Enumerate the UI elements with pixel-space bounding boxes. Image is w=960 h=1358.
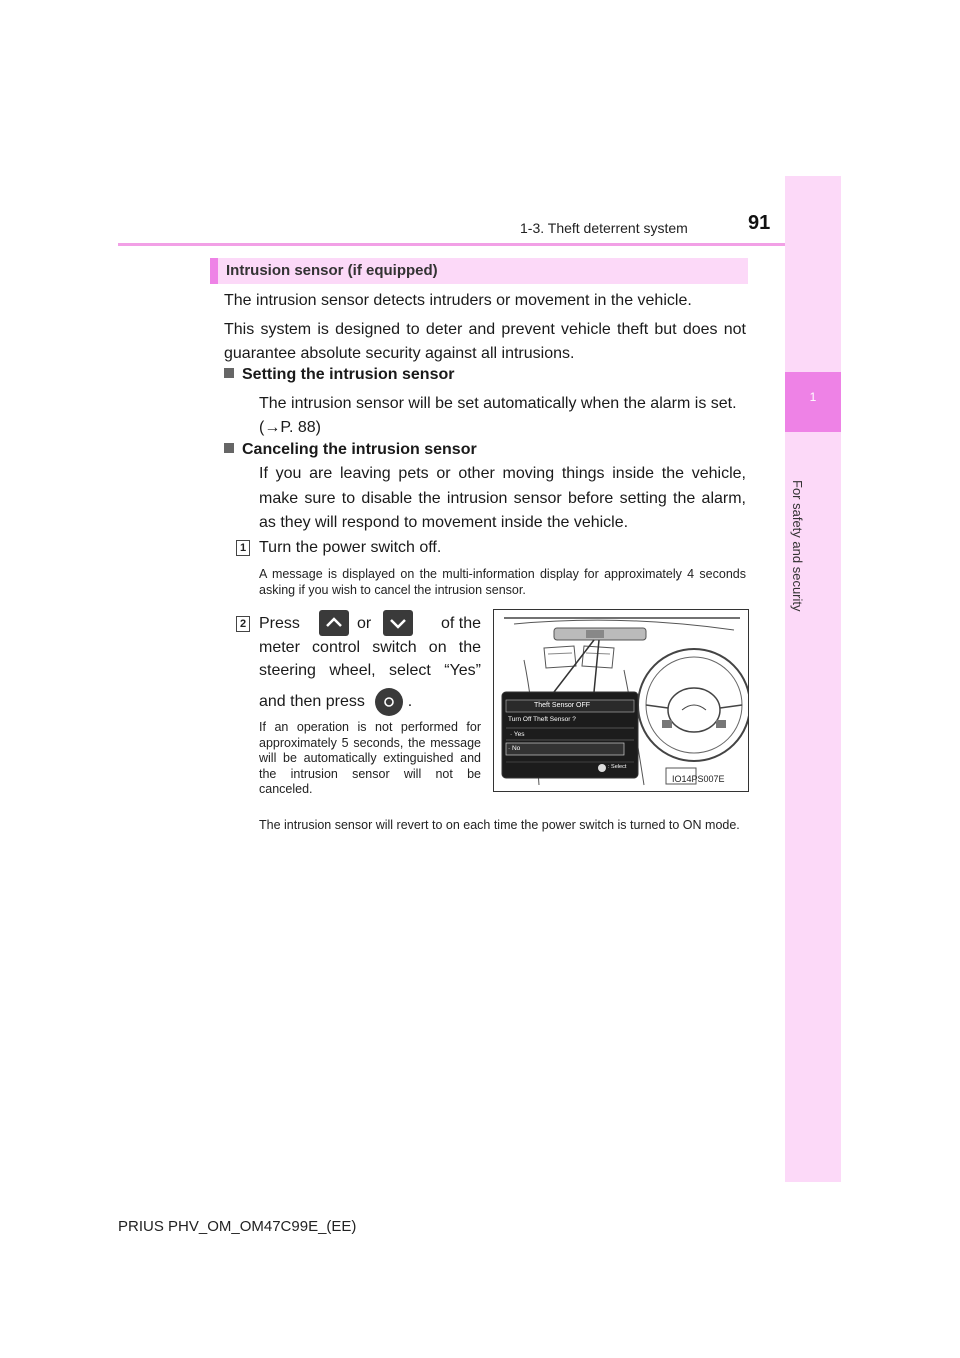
header-rule	[118, 243, 840, 246]
step1-text: Turn the power switch off.	[259, 539, 442, 556]
setting-heading	[224, 366, 454, 384]
header-section-title: 1-3. Theft deterrent system	[520, 220, 688, 236]
press-text: Press	[259, 615, 300, 632]
step2-line3: steering wheel, select “Yes”	[259, 662, 481, 679]
period-text: .	[407, 693, 413, 711]
up-arrow-button-icon	[319, 610, 349, 636]
step2-line2: meter control switch on the	[259, 639, 481, 656]
final-note: The intrusion sensor will revert to on each time the power switch is turned to ON mode.	[259, 818, 740, 832]
chapter-number-tab	[785, 372, 841, 432]
screen-question: Turn Off Theft Sensor ?	[508, 716, 576, 723]
canceling-heading-text: Canceling the intrusion sensor	[242, 441, 477, 458]
and-then-press-text: and then press	[259, 693, 365, 711]
step2-line4	[259, 688, 412, 716]
intro-paragraph-2: This system is designed to deter and prevent vehicle theft but does not guarantee absolute security against all intrusions.	[224, 321, 746, 362]
illustration-code: IO14PS007E	[672, 774, 725, 784]
option-no: · No	[508, 745, 521, 752]
chapter-title: For safety and security	[790, 480, 805, 612]
bullet-square-icon	[224, 368, 234, 378]
down-arrow-button-icon	[383, 610, 413, 636]
setting-heading-text: Setting the intrusion sensor	[242, 366, 455, 383]
footer-doc-id: PRIUS PHV_OM_OM47C99E_(EE)	[118, 1218, 357, 1235]
chapter-title-vertical	[783, 480, 811, 700]
option-yes: · Yes	[510, 731, 525, 738]
step-number-2: 2	[236, 616, 250, 632]
canceling-text: If you are leaving pets or other moving things inside the vehicle, make sure to disable the intrusion sensor before setting the alarm, as they will respond to movement inside the vehicle.	[259, 465, 746, 531]
or-text: or	[357, 615, 372, 632]
dashboard-illustration	[493, 609, 749, 792]
section-heading	[210, 258, 748, 284]
bullet-square-icon	[224, 443, 234, 453]
section-heading-text: Intrusion sensor (if equipped)	[226, 262, 438, 279]
ok-button-icon	[375, 688, 403, 716]
chapter-number: 1	[809, 390, 817, 404]
step2-note: If an operation is not performed for approximately 5 seconds, the message will be automatically extinguished and the intrusion sensor will not be canceled.	[259, 720, 481, 796]
intro-paragraph-1: The intrusion sensor detects intruders or movement in the vehicle.	[224, 292, 692, 309]
canceling-heading	[224, 441, 477, 459]
setting-page-ref[interactable]: (→P. 88)	[259, 419, 321, 436]
setting-text: The intrusion sensor will be set automatically when the alarm is set.	[259, 395, 737, 412]
screen-title: Theft Sensor OFF	[534, 702, 591, 709]
step2-line1	[259, 612, 481, 638]
step-number-1: 1	[236, 540, 250, 556]
of-the-text: of the	[440, 615, 481, 632]
select-hint: : Select	[608, 764, 627, 770]
step1-note: A message is displayed on the multi-information display for approximately 4 seconds asking if you wish to cancel the intrusion sensor.	[259, 567, 746, 597]
page-number: 91	[748, 212, 771, 234]
